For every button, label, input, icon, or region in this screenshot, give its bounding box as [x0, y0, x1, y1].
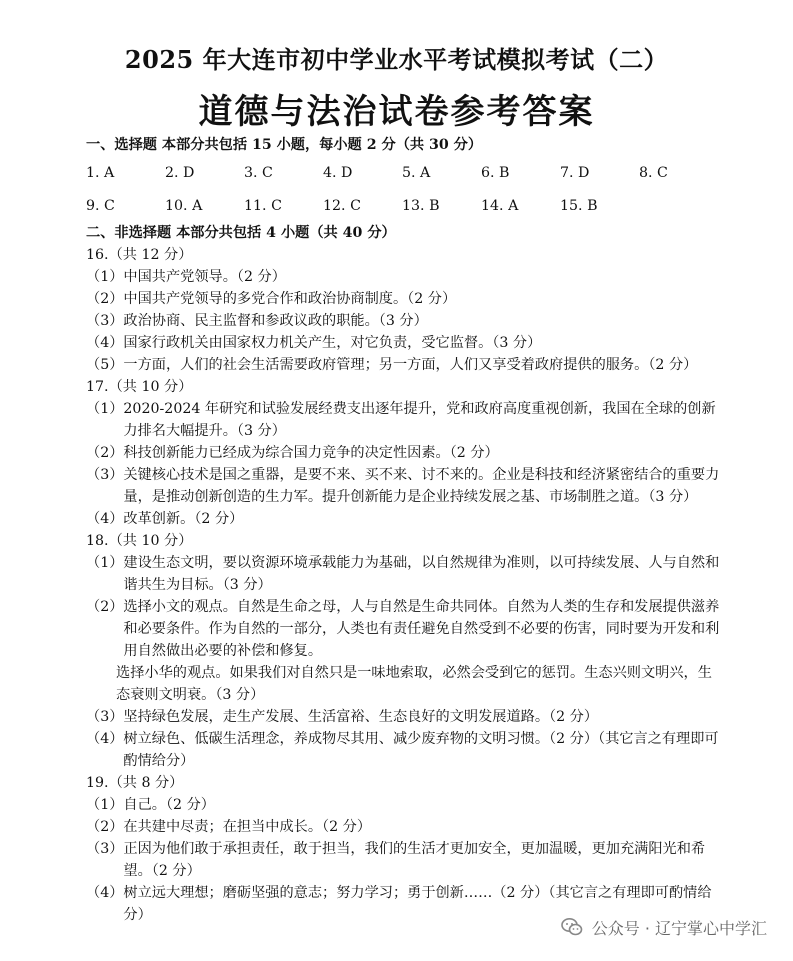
item-text: 自己。（2 分）: [123, 797, 215, 813]
exam-title: 2025 年大连市初中学业水平考试模拟考试（二）: [124, 45, 669, 74]
item-number: （4）: [86, 511, 124, 527]
answer-paragraph: 选择小华的观点。如果我们对自然只是一味地索取，必然会受到它的惩罚。生态兴则文明兴，生态衰则文明衰。（3 分）: [116, 665, 712, 703]
item-number: （3）: [86, 467, 124, 483]
item-text: 中国共产党领导。（2 分）: [123, 269, 286, 285]
item-text: 树立远大理想；磨砺坚强的意志；努力学习；勇于创新……（2 分）（其它言之有理即可酌情给分）: [123, 885, 712, 923]
section2-heading: 二、非选择题 本部分共包括 4 小题（共 40 分）: [86, 225, 396, 241]
item-number: （3）: [86, 313, 124, 329]
answer-item: [86, 596, 726, 662]
watermark-text: 公众号 · 辽宁掌心中学汇: [591, 918, 767, 938]
item-text: 正因为他们敢于承担责任，敢于担当，我们的生活才更加安全，更加温暖，更加充满阳光和希望。（2 分）: [123, 841, 706, 879]
answer-item: [86, 728, 726, 772]
mc-answer: 13. B: [402, 197, 440, 214]
item-number: （3）: [86, 709, 124, 725]
answer-item: [86, 706, 726, 728]
item-number: （1）: [86, 797, 124, 813]
mc-answer: 12. C: [323, 197, 361, 214]
item-number: （4）: [86, 885, 124, 901]
item-text: 国家行政机关由国家权力机关产生，对它负责，受它监督。（3 分）: [123, 335, 542, 351]
item-number: （4）: [86, 335, 124, 351]
answer-item: [86, 332, 726, 354]
answer-item: [86, 464, 726, 508]
item-number: （4）: [86, 731, 124, 747]
answer-item: [86, 816, 726, 838]
answer-body: [86, 134, 726, 926]
answer-item: [86, 310, 726, 332]
answer-item: [86, 398, 726, 442]
mc-row-2: [86, 189, 726, 222]
item-text: 科技创新能力已经成为综合国力竞争的决定性因素。（2 分）: [123, 445, 499, 461]
question-18-head: 18.（共 10 分）: [86, 533, 193, 549]
question-16-head: 16.（共 12 分）: [86, 247, 193, 263]
item-text: 政治协商、民主监督和参政议政的职能。（3 分）: [123, 313, 428, 329]
mc-answer: 5. A: [402, 164, 431, 181]
answer-item: [86, 354, 726, 376]
wechat-watermark: [560, 915, 767, 939]
question-19-head: 19.（共 8 分）: [86, 775, 184, 791]
item-text: 坚持绿色发展，走生产发展、生活富裕、生态良好的文明发展道路。（2 分）: [123, 709, 599, 725]
item-text: 一方面，人们的社会生活需要政府管理；另一方面，人们又享受着政府提供的服务。（2 分）: [123, 357, 698, 373]
section1-heading: 一、选择题 本部分共包括 15 小题，每小题 2 分（共 30 分）: [86, 137, 483, 153]
item-number: （3）: [86, 841, 124, 857]
answer-item: [86, 794, 726, 816]
answer-item: [86, 552, 726, 596]
mc-answer: 6. B: [481, 164, 510, 181]
wechat-icon: [560, 915, 584, 939]
answer-item: [86, 288, 726, 310]
item-number: （2）: [86, 445, 124, 461]
mc-answer: 1. A: [86, 164, 115, 181]
question-17-head: 17.（共 10 分）: [86, 379, 193, 395]
item-number: （5）: [86, 357, 124, 373]
item-text: 建设生态文明，要以资源环境承载能力为基础，以自然规律为准则，以可持续发展、人与自然和谐共生为目标。（3 分）: [123, 555, 720, 593]
item-text: 2020-2024 年研究和试验发展经费支出逐年提升，党和政府高度重视创新，我国在全球的创新力排名大幅提升。（3 分）: [123, 401, 716, 439]
answer-item: [86, 838, 726, 882]
answer-item: [86, 266, 726, 288]
item-number: （1）: [86, 555, 124, 571]
mc-answer: 3. C: [244, 164, 273, 181]
mc-answer: 14. A: [481, 197, 519, 214]
answer-title: 道德与法治试卷参考答案: [198, 92, 595, 132]
item-number: （2）: [86, 819, 124, 835]
item-number: （1）: [86, 401, 124, 417]
item-number: （2）: [86, 291, 124, 307]
mc-answer: 9. C: [86, 197, 115, 214]
item-number: （1）: [86, 269, 124, 285]
answer-item: [86, 508, 726, 530]
item-text: 关键核心技术是国之重器，是要不来、买不来、讨不来的。企业是科技和经济紧密结合的重要力量，是推动创新创造的生力军。提升创新能力是企业持续发展之基、市场制胜之道。（3 分）: [123, 467, 720, 505]
mc-answer: 7. D: [560, 164, 590, 181]
answer-item: [86, 442, 726, 464]
mc-answer: 8. C: [639, 164, 668, 181]
mc-answer: 4. D: [323, 164, 353, 181]
item-text: 中国共产党领导的多党合作和政治协商制度。（2 分）: [123, 291, 457, 307]
mc-row-1: [86, 156, 726, 189]
item-text: 树立绿色、低碳生活理念，养成物尽其用、减少废弃物的文明习惯。（2 分）（其它言之有理即可酌情给分）: [123, 731, 719, 769]
item-text: 选择小文的观点。自然是生命之母，人与自然是生命共同体。自然为人类的生存和发展提供滋养和必要条件。作为自然的一部分，人类也有责任避免自然受到不必要的伤害，同时要为开发和利用自然做出必要的补偿和修复。: [123, 599, 720, 659]
item-text: 改革创新。（2 分）: [123, 511, 244, 527]
mc-answer: 2. D: [165, 164, 195, 181]
item-number: （2）: [86, 599, 124, 615]
mc-answer: 10. A: [165, 197, 203, 214]
mc-answer: 15. B: [560, 197, 598, 214]
mc-answer: 11. C: [244, 197, 282, 214]
item-text: 在共建中尽责；在担当中成长。（2 分）: [123, 819, 372, 835]
